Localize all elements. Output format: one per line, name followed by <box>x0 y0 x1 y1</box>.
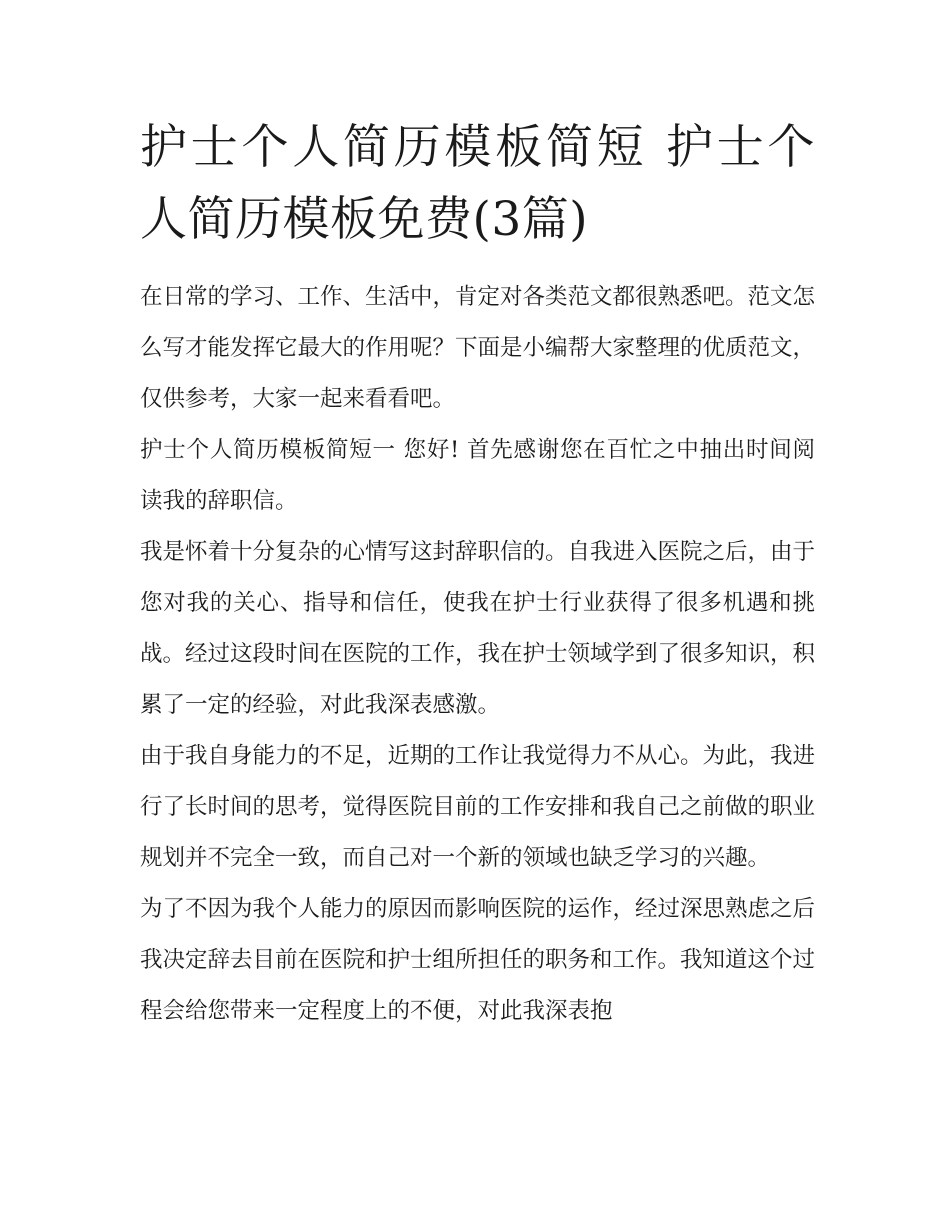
document-title: 护士个人简历模板简短 护士个人简历模板免费(3篇) <box>140 120 815 247</box>
body-paragraph-2: 由于我自身能力的不足，近期的工作让我觉得力不从心。为此，我进行了长时间的思考，觉得医院目前的工作安排和我自己之前做的职业规划并不完全一致，而自己对一个新的领域也缺乏学习的兴趣。 <box>140 743 816 871</box>
greeting-paragraph: 护士个人简历模板简短一 您好! 首先感谢您在百忙之中抽出时间阅读我的辞职信。 <box>140 437 815 514</box>
body-paragraph-1: 我是怀着十分复杂的心情写这封辞职信的。自我进入医院之后，由于您对我的关心、指导和信任，使我在护士行业获得了很多机遇和挑战。经过这段时间在医院的工作，我在护士领域学到了很多知识，积累了一定的经验，对此我深表感激。 <box>140 539 816 718</box>
intro-paragraph: 在日常的学习、工作、生活中，肯定对各类范文都很熟悉吧。范文怎么写才能发挥它最大的作用呢？下面是小编帮大家整理的优质范文，仅供参考，大家一起来看看吧。 <box>140 284 816 412</box>
document-page <box>140 112 815 1037</box>
body-paragraph-3: 为了不因为我个人能力的原因而影响医院的运作，经过深思熟虑之后我决定辞去目前在医院和护士组所担任的职务和工作。我知道这个过程会给您带来一定程度上的不便，对此我深表抱 <box>140 896 816 1024</box>
